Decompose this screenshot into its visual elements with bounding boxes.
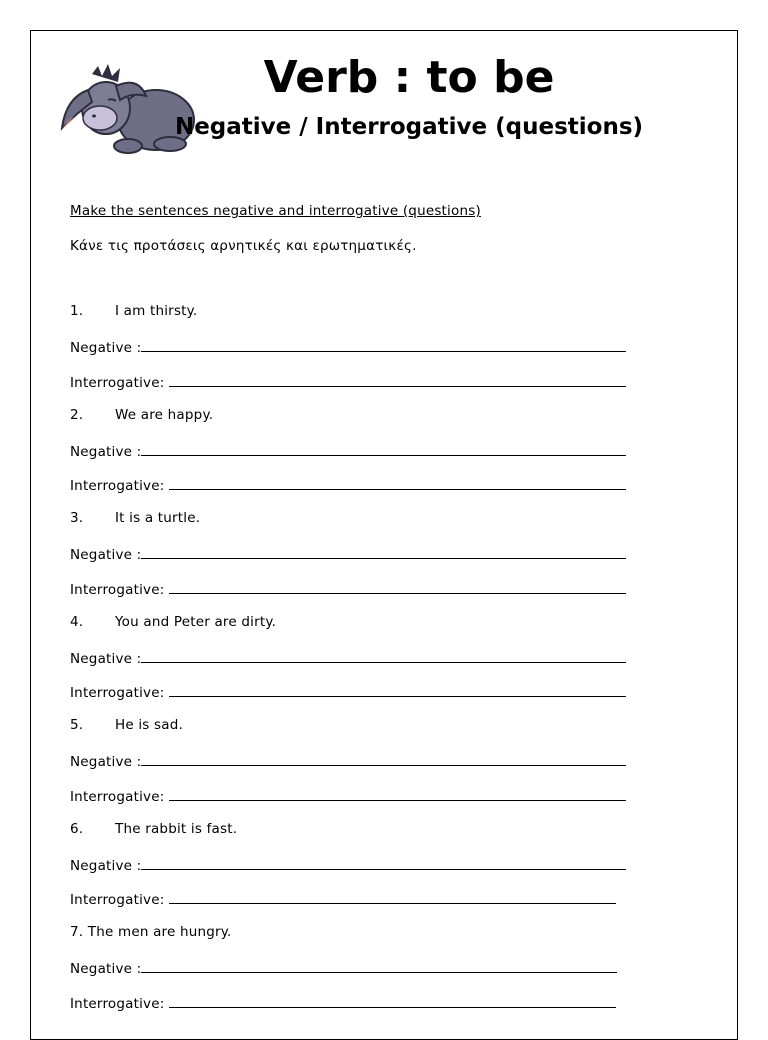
- exercise-number: 1.: [70, 303, 84, 319]
- interrogative-label: Interrogative:: [70, 375, 165, 391]
- interrogative-answer-line: [70, 475, 626, 495]
- negative-label: Negative :: [70, 858, 142, 874]
- exercise-sentence: [70, 406, 213, 424]
- interrogative-label: Interrogative:: [70, 996, 165, 1012]
- exercise-sentence: [70, 923, 232, 941]
- exercise-text: It is a turtle.: [115, 510, 201, 526]
- interrogative-blank[interactable]: [169, 889, 616, 904]
- interrogative-label: Interrogative:: [70, 892, 165, 908]
- exercise-sentence: [70, 820, 237, 838]
- interrogative-blank[interactable]: [169, 475, 626, 490]
- exercise-number: 2.: [70, 407, 84, 423]
- interrogative-blank[interactable]: [169, 579, 626, 594]
- negative-blank[interactable]: [141, 751, 626, 766]
- exercise-text: He is sad.: [115, 717, 183, 733]
- interrogative-blank[interactable]: [169, 993, 616, 1008]
- negative-blank[interactable]: [141, 441, 626, 456]
- interrogative-blank[interactable]: [169, 372, 626, 387]
- interrogative-answer-line: [70, 682, 626, 702]
- exercise-text: We are happy.: [115, 407, 214, 423]
- negative-blank[interactable]: [141, 337, 626, 352]
- exercise-sentence: [70, 613, 276, 631]
- negative-answer-line: [70, 855, 626, 875]
- exercise-sentence: [70, 302, 197, 320]
- negative-answer-line: [70, 958, 617, 978]
- interrogative-label: Interrogative:: [70, 685, 165, 701]
- exercise-number: 4.: [70, 614, 84, 630]
- interrogative-blank[interactable]: [169, 786, 626, 801]
- interrogative-answer-line: [70, 786, 626, 806]
- negative-blank[interactable]: [141, 855, 626, 870]
- interrogative-answer-line: [70, 993, 616, 1013]
- exercise-text: The men are hungry.: [87, 924, 232, 940]
- negative-blank[interactable]: [141, 958, 617, 973]
- negative-label: Negative :: [70, 444, 142, 460]
- exercise-text: The rabbit is fast.: [115, 821, 238, 837]
- negative-blank[interactable]: [141, 648, 626, 663]
- exercise-number: 3.: [70, 510, 84, 526]
- negative-label: Negative :: [70, 547, 142, 563]
- interrogative-label: Interrogative:: [70, 478, 165, 494]
- exercise-number: 5.: [70, 717, 84, 733]
- interrogative-answer-line: [70, 372, 626, 392]
- negative-answer-line: [70, 544, 626, 564]
- negative-label: Negative :: [70, 754, 142, 770]
- negative-answer-line: [70, 751, 626, 771]
- interrogative-label: Interrogative:: [70, 582, 165, 598]
- exercise-number: 6.: [70, 821, 84, 837]
- exercise-sentence: [70, 716, 183, 734]
- interrogative-answer-line: [70, 889, 616, 909]
- negative-label: Negative :: [70, 961, 142, 977]
- negative-label: Negative :: [70, 340, 142, 356]
- exercise-text: You and Peter are dirty.: [115, 614, 277, 630]
- negative-answer-line: [70, 337, 626, 357]
- interrogative-label: Interrogative:: [70, 789, 165, 805]
- page-title: Verb : to be: [263, 52, 555, 103]
- exercise-sentence: [70, 509, 200, 527]
- interrogative-answer-line: [70, 579, 626, 599]
- instruction-greek: Κάνε τις προτάσεις αρνητικές και ερωτηματικές.: [70, 238, 417, 254]
- negative-blank[interactable]: [141, 544, 626, 559]
- interrogative-blank[interactable]: [169, 682, 626, 697]
- exercise-text: I am thirsty.: [115, 303, 198, 319]
- negative-answer-line: [70, 648, 626, 668]
- negative-label: Negative :: [70, 651, 142, 667]
- page-subtitle: Negative / Interrogative (questions): [174, 114, 644, 140]
- negative-answer-line: [70, 441, 626, 461]
- instruction-english: Make the sentences negative and interrogative (questions): [70, 203, 481, 219]
- exercise-number: 7.: [70, 924, 84, 940]
